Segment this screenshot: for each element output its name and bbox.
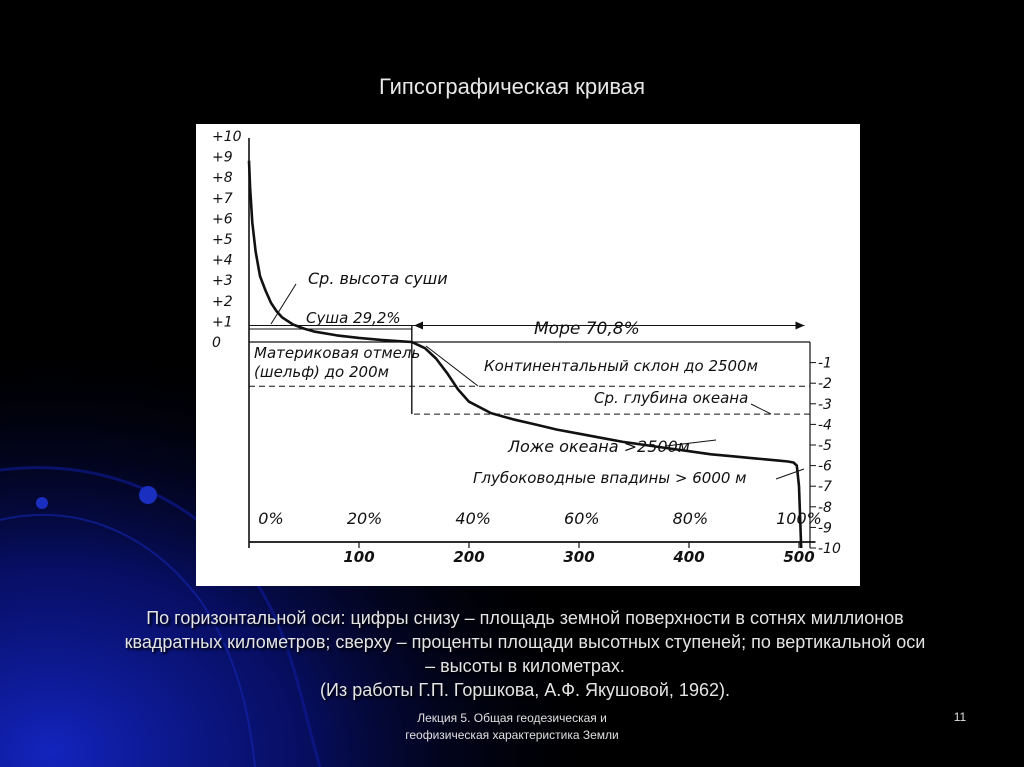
- caption-line: – высоты в километрах.: [425, 656, 625, 676]
- y-tick-label-right: -2: [818, 376, 832, 393]
- leader-line: [776, 469, 804, 479]
- annotation-shelf: Материковая отмель: [254, 344, 421, 362]
- y-tick-label-left: +5: [212, 232, 233, 248]
- y-tick-label-right: -10: [818, 541, 841, 557]
- y-tick-label-left: +9: [212, 149, 233, 166]
- x-tick-label: 100: [343, 548, 375, 566]
- x-tick-label: 400: [673, 548, 705, 566]
- decor-dot: [139, 486, 157, 504]
- y-tick-label-left: +7: [212, 190, 233, 207]
- y-tick-label-left: 0: [212, 335, 221, 351]
- decor-dot: [36, 497, 48, 509]
- slide-caption: [60, 606, 990, 702]
- percent-label: 20%: [346, 509, 383, 528]
- hypsographic-chart: [196, 124, 860, 586]
- y-tick-label-left: +2: [212, 293, 233, 310]
- percent-label: 80%: [672, 509, 709, 528]
- slide-footer: [362, 710, 662, 744]
- percent-label: 40%: [455, 509, 491, 528]
- y-tick-label-left: +10: [212, 129, 242, 145]
- annotation-ocean-floor: Ложе океана >2500м: [508, 437, 690, 456]
- y-tick-label-left: +1: [212, 314, 233, 331]
- y-tick-label-left: +3: [212, 273, 233, 290]
- y-tick-label-left: +6: [212, 211, 233, 228]
- annotation-land-share: Суша 29,2%: [306, 309, 401, 327]
- arrow-head: [414, 322, 423, 330]
- page-number: 11: [953, 710, 967, 724]
- x-tick-label: 200: [453, 548, 485, 566]
- x-tick-label: 300: [563, 548, 595, 566]
- y-tick-label-right: -6: [818, 458, 832, 475]
- y-tick-label-right: -4: [818, 417, 832, 434]
- arrow-head: [796, 322, 805, 330]
- caption-line: По горизонтальной оси: цифры снизу – площадь земной поверхности в сотнях миллионов: [146, 608, 904, 628]
- caption-source: (Из работы Г.П. Горшкова, А.Ф. Якушовой, 1962).: [320, 680, 730, 700]
- annotation-shelf: (шельф) до 200м: [254, 363, 389, 381]
- leader-line: [751, 404, 771, 414]
- footer-line: геофизическая характеристика Земли: [405, 728, 619, 742]
- y-tick-label-right: -5: [818, 438, 832, 454]
- percent-label: 60%: [564, 509, 600, 528]
- y-tick-label-right: -8: [818, 499, 832, 516]
- y-tick-label-left: +8: [212, 170, 233, 187]
- annotation-trenches: Глубоководные впадины > 6000 м: [473, 469, 747, 487]
- y-tick-label-right: -1: [818, 355, 832, 372]
- y-tick-label-right: -9: [818, 520, 832, 537]
- annotation-land-average: Ср. высота суши: [308, 269, 448, 288]
- annotation-slope: Континентальный склон до 2500м: [484, 357, 758, 375]
- percent-label: 100%: [776, 509, 822, 528]
- caption-line: квадратных километров; сверху – проценты площади высотных ступеней; по вертикальной оси: [124, 632, 926, 652]
- annotation-ocean-average: Ср. глубина океана: [594, 389, 749, 407]
- footer-line: Лекция 5. Общая геодезическая и: [417, 711, 607, 725]
- y-tick-label-right: -7: [818, 479, 832, 496]
- annotation-sea-share: Море 70,8%: [534, 319, 640, 339]
- y-tick-label-left: +4: [212, 252, 233, 269]
- y-tick-label-right: -3: [818, 396, 832, 413]
- percent-label: 0%: [258, 509, 284, 528]
- chart-svg: [196, 124, 860, 586]
- x-tick-label: 500: [783, 548, 815, 566]
- slide-title: Гипсографическая кривая: [378, 74, 646, 99]
